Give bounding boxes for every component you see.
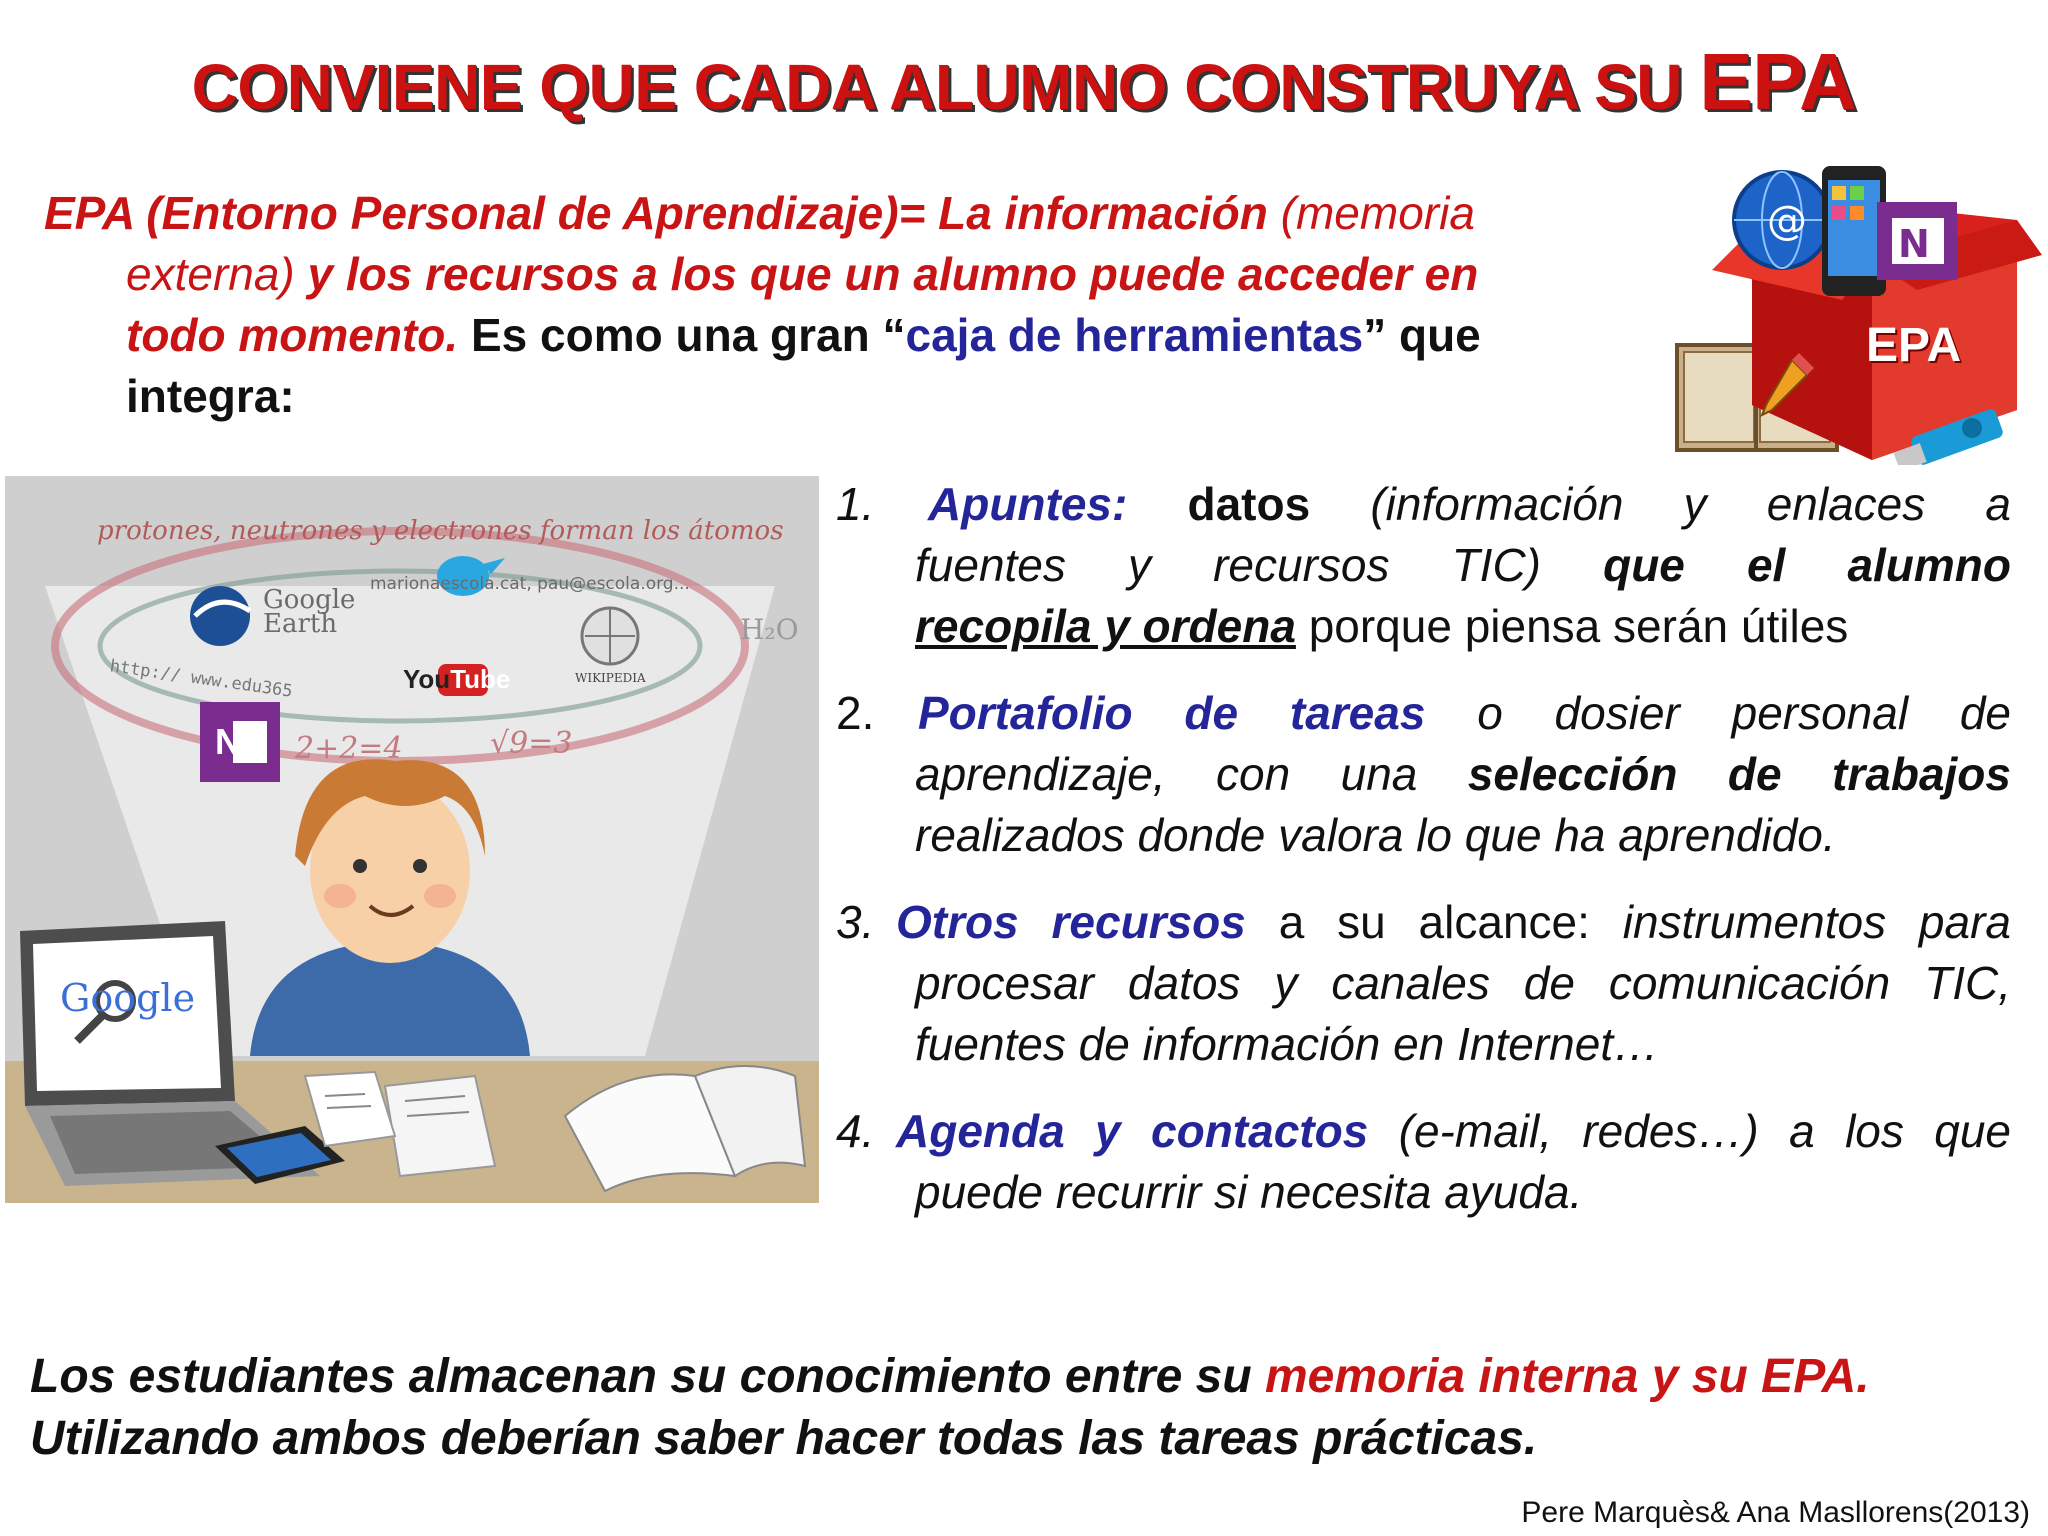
wikipedia-label: WIKIPEDIA xyxy=(575,671,646,685)
youtube-you: You xyxy=(403,664,451,694)
list-number: 1. xyxy=(836,478,875,530)
boy-eye-left xyxy=(353,859,367,873)
slide-title xyxy=(0,36,2048,128)
intro-definition-3: todo momento. xyxy=(126,309,459,361)
smartphone-icon xyxy=(1822,166,1886,296)
google-logo: Google xyxy=(60,976,196,1020)
epa-toolbox-graphic xyxy=(1672,160,2042,465)
title-part1: CONVIENE QUE CADA ALUMNO CONSTRUYA SU xyxy=(191,51,1700,123)
title-epa: EPA xyxy=(1699,37,1857,126)
intro-toolbox: caja de herramientas xyxy=(905,309,1364,361)
illustration-banner: protones, neutrones y electrones forman los átomos xyxy=(97,516,784,546)
list-item: 3. Otros recursos a su alcance: instrumentos para procesar datos y canales de comunicación TIC, fuentes de información en Internet… xyxy=(836,892,2011,1075)
h2o-label: H₂O xyxy=(740,613,799,646)
conclusion-text-2: Utilizando ambos deberían saber hacer todas las tareas prácticas. xyxy=(30,1412,1538,1465)
item-title: Otros recursos xyxy=(896,896,1246,948)
google-earth-icon xyxy=(190,586,250,646)
intro-aside: (memoria xyxy=(1280,187,1475,239)
epa-box-label: EPA xyxy=(1866,319,1962,372)
list-item: 2. Portafolio de tareas o dosier personal de aprendizaje, con una selección de trabajos realizados donde valora lo que ha aprendido. xyxy=(836,683,2011,866)
list-number: 4. xyxy=(836,1105,875,1157)
onenote-letter: N xyxy=(215,721,241,762)
svg-text:N: N xyxy=(1898,222,1930,266)
math-sum: 2+2=4 xyxy=(295,731,403,766)
list-item: 4. Agenda y contactos (e-mail, redes…) a los que puede recurrir si necesita ayuda. xyxy=(836,1101,2011,1223)
boy-eye-right xyxy=(413,859,427,873)
svg-text:@: @ xyxy=(1767,198,1807,244)
list-item: 1. Apuntes: datos (información y enlaces a fuentes y recursos TIC) que el alumno recopila y ordena porque piensa serán útiles xyxy=(836,474,2011,657)
author-credit: Pere Marquès& Ana Masllorens(2013) xyxy=(1521,1496,2030,1529)
intro-text: Es como una gran “ xyxy=(458,309,906,361)
google-earth-label: Google Earth xyxy=(263,585,356,639)
youtube-tube: Tube xyxy=(450,664,511,694)
globe-icon xyxy=(1734,172,1830,268)
intro-definition: EPA (Entorno Personal de Aprendizaje)= La información xyxy=(44,187,1281,239)
epa-components-list xyxy=(836,474,2011,1249)
intro-paragraph xyxy=(44,183,1654,427)
intro-definition-2: y los recursos a los que un alumno puede acceder en xyxy=(294,248,1479,300)
wikipedia-icon xyxy=(582,608,638,664)
conclusion xyxy=(30,1346,2020,1470)
item-title: Apuntes: xyxy=(928,478,1128,530)
conclusion-highlight: memoria interna y su EPA. xyxy=(1265,1350,1870,1403)
illustration-email: marionaescola.cat, pau@escola.org... xyxy=(370,574,690,594)
student-illustration xyxy=(5,476,819,1203)
list-number: 3. xyxy=(836,896,875,948)
url-label: http:// www.edu365 xyxy=(108,656,294,702)
item-title: Portafolio de tareas xyxy=(918,687,1426,739)
math-root: √9=3 xyxy=(490,726,573,761)
intro-integra: integra: xyxy=(126,370,295,422)
intro-text-end: ” que xyxy=(1363,309,1481,361)
list-number: 2. xyxy=(836,687,875,739)
youtube-label xyxy=(403,664,510,695)
onenote-icon xyxy=(1877,202,1957,280)
intro-aside-2: externa) xyxy=(126,248,295,300)
conclusion-text: Los estudiantes almacenan su conocimiento entre su xyxy=(30,1350,1265,1403)
item-title: Agenda y contactos xyxy=(896,1105,1369,1157)
